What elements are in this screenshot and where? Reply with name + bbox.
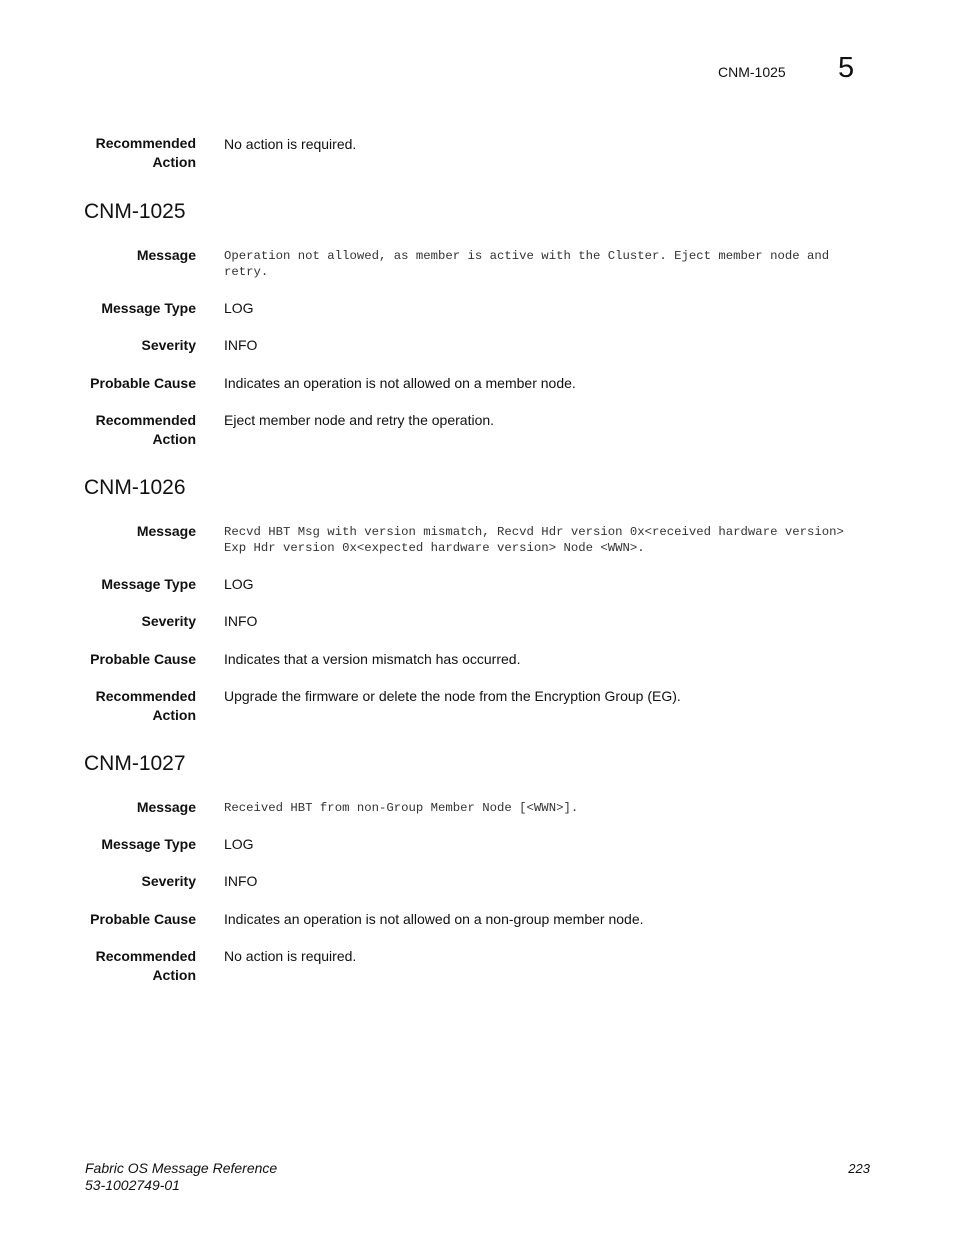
label-line: Recommended bbox=[95, 688, 196, 704]
probable-cause-label: Probable Cause bbox=[90, 375, 196, 391]
recommended-action-label bbox=[40, 134, 196, 172]
recommended-action-label bbox=[40, 687, 196, 725]
page-number: 223 bbox=[848, 1161, 870, 1176]
recommended-action-label bbox=[40, 947, 196, 985]
message-type-value: LOG bbox=[224, 576, 254, 592]
message-type-label: Message Type bbox=[101, 300, 196, 316]
chapter-number: 5 bbox=[838, 52, 855, 84]
recommended-action-value: Eject member node and retry the operation. bbox=[224, 412, 495, 428]
message-text: Received HBT from non-Group Member Node [<WWN>]. bbox=[224, 801, 579, 815]
recommended-action-value: Upgrade the firmware or delete the node from the Encryption Group (EG). bbox=[224, 688, 681, 704]
probable-cause-value: Indicates that a version mismatch has occurred. bbox=[224, 651, 521, 667]
message-text: Operation not allowed, as member is active with the Cluster. Eject member node and retry. bbox=[224, 249, 830, 279]
probable-cause-value: Indicates an operation is not allowed on a member node. bbox=[224, 375, 576, 391]
label-line: Action bbox=[152, 707, 196, 723]
message-text: Recvd HBT Msg with version mismatch, Recvd Hdr version 0x<received hardware version> Exp Hdr version 0x<expected hardware version> Node <WWN>. bbox=[224, 525, 844, 555]
footer-doc-number: 53-1002749-01 bbox=[85, 1177, 180, 1193]
severity-value: INFO bbox=[224, 337, 258, 353]
message-type-value: LOG bbox=[224, 300, 254, 316]
recommended-action-label bbox=[40, 411, 196, 449]
entry-title: CNM-1027 bbox=[84, 752, 186, 775]
severity-value: INFO bbox=[224, 873, 258, 889]
probable-cause-label: Probable Cause bbox=[90, 651, 196, 667]
probable-cause-value: Indicates an operation is not allowed on a non-group member node. bbox=[224, 911, 644, 927]
message-type-label: Message Type bbox=[101, 576, 196, 592]
label-line: Recommended bbox=[95, 412, 196, 428]
severity-label: Severity bbox=[141, 613, 196, 629]
recommended-action-value: No action is required. bbox=[224, 136, 357, 152]
label-line: Recommended bbox=[95, 135, 196, 151]
severity-label: Severity bbox=[141, 337, 196, 353]
message-label: Message bbox=[136, 247, 196, 263]
message-type-label: Message Type bbox=[101, 836, 196, 852]
label-line: Action bbox=[152, 967, 196, 983]
footer-doc-title: Fabric OS Message Reference bbox=[85, 1160, 278, 1176]
label-line: Action bbox=[152, 431, 196, 447]
message-label: Message bbox=[136, 523, 196, 539]
running-head: CNM-1025 bbox=[718, 64, 786, 80]
entry-title: CNM-1026 bbox=[84, 476, 186, 499]
entry-title: CNM-1025 bbox=[84, 200, 186, 223]
severity-value: INFO bbox=[224, 613, 258, 629]
message-label: Message bbox=[136, 799, 196, 815]
label-line: Recommended bbox=[95, 948, 196, 964]
message-type-value: LOG bbox=[224, 836, 254, 852]
probable-cause-label: Probable Cause bbox=[90, 911, 196, 927]
recommended-action-value: No action is required. bbox=[224, 948, 357, 964]
label-line: Action bbox=[152, 154, 196, 170]
severity-label: Severity bbox=[141, 873, 196, 889]
